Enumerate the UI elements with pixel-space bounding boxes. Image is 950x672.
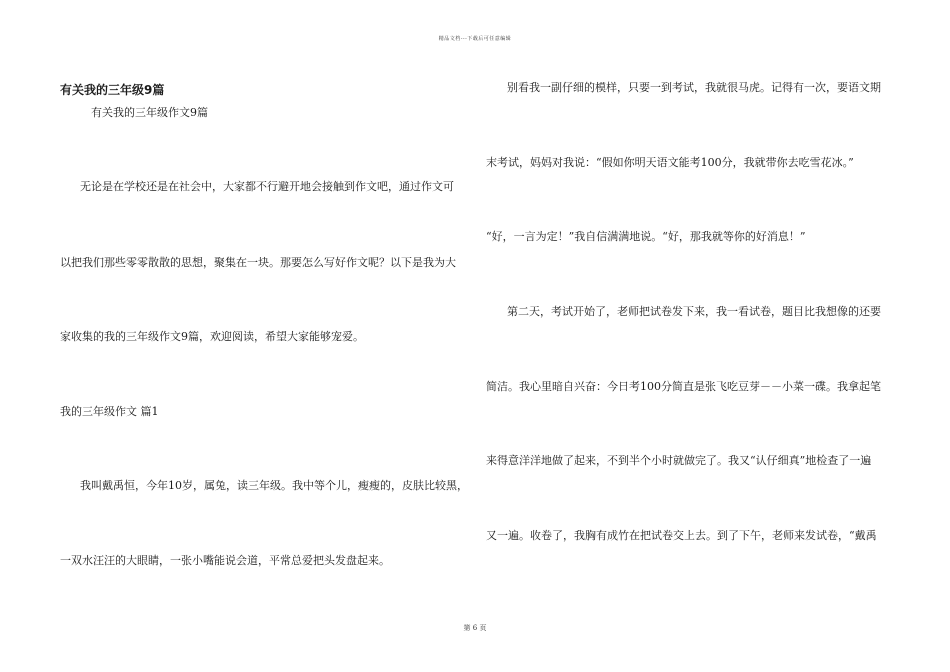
page-number: 第 6 页 (463, 624, 487, 632)
header-note: 精品文档---下载后可任意编辑 (438, 36, 512, 42)
paragraph-line: 末考试，妈妈对我说：“假如你明天语文能考100分，我就带你去吃雪花冰。” (486, 156, 854, 169)
paragraph-line: 无论是在学校还是在社会中，大家都不行避开地会接触到作文吧，通过作文可 (80, 180, 454, 193)
paragraph-line: 又一遍。收卷了，我胸有成竹在把试卷交上去。到了下午，老师来发试卷，“戴禹 (486, 529, 877, 542)
paragraph-line: 简洁。我心里暗自兴奋：今日考100分简直是张飞吃豆芽－－小菜一碟。我拿起笔 (486, 380, 881, 393)
paragraph-line: 第二天，考试开始了，老师把试卷发下来，我一看试卷，题目比我想像的还要 (507, 305, 881, 318)
paragraph-line: “好，一言为定！”我自信满满地说。“好，那我就等你的好消息！” (486, 230, 806, 243)
document-subtitle: 有关我的三年级作文9篇 (91, 106, 208, 119)
paragraph-line: 我叫戴禹恒，今年10岁，属兔，读三年级。我中等个儿，瘦瘦的，皮肤比较黑， (80, 479, 468, 492)
paragraph-line: 来得意洋洋地做了起来，不到半个小时就做完了。我又“认仔细真”地检查了一遍 (486, 454, 872, 467)
paragraph-line: 一双水汪汪的大眼睛，一张小嘴能说会道，平常总爱把头发盘起来。 (60, 554, 390, 567)
paragraph-line: 别看我一副仔细的模样，只要一到考试，我就很马虎。记得有一次，要语文期 (507, 81, 881, 94)
paragraph-line: 以把我们那些零零散散的思想，聚集在一块。那要怎么写好作文呢？以下是我为大 (60, 256, 456, 269)
paragraph-line: 家收集的我的三年级作文9篇，欢迎阅读，希望大家能够宠爱。 (60, 330, 364, 343)
section-heading: 我的三年级作文 篇1 (60, 405, 159, 418)
document-title: 有关我的三年级9篇 (60, 83, 165, 97)
